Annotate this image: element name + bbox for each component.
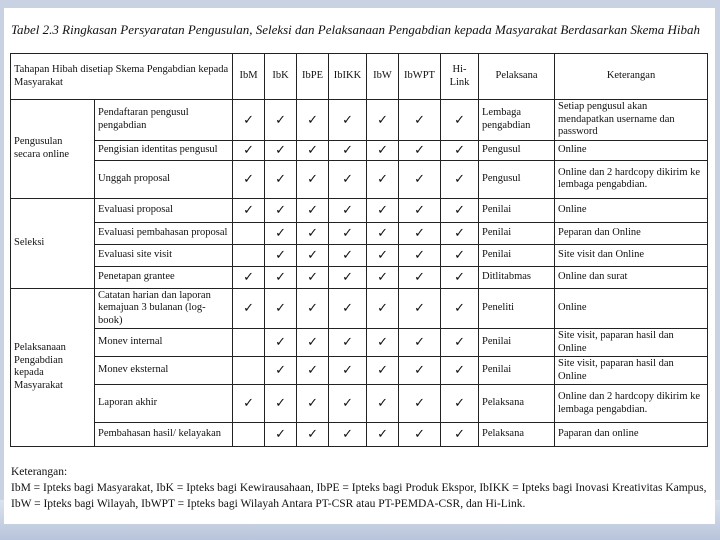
table-body [11,100,708,447]
legend-note [11,464,711,512]
check-mark: ✓ [441,222,479,244]
check-mark: ✓ [399,160,441,198]
table-title: Tabel 2.3 Ringkasan Persyaratan Pengusulan, Seleksi dan Pelaksanaan Pengabdian kepada Masyarakat Berdasarkan Skema Hibah [11,22,701,37]
table-row [11,244,708,266]
empty-cell [233,244,265,266]
check-mark: ✓ [297,423,329,447]
pelaksana-cell: Ditlitabmas [479,266,555,288]
header-scheme: IbPE [297,54,329,100]
empty-cell [233,329,265,357]
header-stage: Tahapan Hibah disetiap Skema Pengabdian kepada Masyarakat [11,54,233,100]
step-item: Evaluasi proposal [95,198,233,222]
check-mark: ✓ [367,385,399,423]
table-row [11,140,708,160]
table-row [11,100,708,141]
header-scheme: IbIKK [329,54,367,100]
check-mark: ✓ [399,100,441,141]
check-mark: ✓ [297,100,329,141]
check-mark: ✓ [233,266,265,288]
check-mark: ✓ [265,385,297,423]
check-mark: ✓ [367,244,399,266]
check-mark: ✓ [441,266,479,288]
check-mark: ✓ [297,244,329,266]
keterangan-cell: Paparan dan online [555,423,708,447]
check-mark: ✓ [441,357,479,385]
check-mark: ✓ [265,198,297,222]
table-row [11,385,708,423]
check-mark: ✓ [399,222,441,244]
check-mark: ✓ [399,244,441,266]
table-row [11,329,708,357]
keterangan-cell: Online [555,288,708,329]
check-mark: ✓ [233,385,265,423]
step-item: Pembahasan hasil/ kelayakan [95,423,233,447]
pelaksana-cell: Penilai [479,222,555,244]
step-item: Pengisian identitas pengusul [95,140,233,160]
check-mark: ✓ [367,222,399,244]
check-mark: ✓ [233,100,265,141]
check-mark: ✓ [329,266,367,288]
keterangan-cell: Setiap pengusul akan mendapatkan username dan password [555,100,708,141]
legend-heading: Keterangan: [11,466,68,478]
check-mark: ✓ [297,198,329,222]
pelaksana-cell: Peneliti [479,288,555,329]
table-row [11,222,708,244]
requirements-table [10,53,708,447]
check-mark: ✓ [297,160,329,198]
check-mark: ✓ [441,288,479,329]
keterangan-cell: Site visit, paparan hasil dan Online [555,329,708,357]
header-scheme: IbK [265,54,297,100]
check-mark: ✓ [329,222,367,244]
check-mark: ✓ [441,244,479,266]
check-mark: ✓ [233,198,265,222]
check-mark: ✓ [329,329,367,357]
check-mark: ✓ [399,385,441,423]
pelaksana-cell: Penilai [479,198,555,222]
check-mark: ✓ [265,329,297,357]
keterangan-cell: Online dan surat [555,266,708,288]
stage-group-label: Pengusulan secara online [11,100,95,199]
step-item: Monev eksternal [95,357,233,385]
check-mark: ✓ [367,288,399,329]
check-mark: ✓ [399,357,441,385]
check-mark: ✓ [367,266,399,288]
check-mark: ✓ [329,244,367,266]
table-row [11,423,708,447]
pelaksana-cell: Pelaksana [479,385,555,423]
check-mark: ✓ [367,100,399,141]
header-scheme: IbWPT [399,54,441,100]
step-item: Unggah proposal [95,160,233,198]
check-mark: ✓ [399,266,441,288]
keterangan-cell: Online dan 2 hardcopy dikirim ke lembaga pengabdian. [555,160,708,198]
step-item: Pendaftaran pengusul pengabdian [95,100,233,141]
header-row [11,54,708,100]
table-row [11,357,708,385]
check-mark: ✓ [441,198,479,222]
check-mark: ✓ [441,329,479,357]
check-mark: ✓ [367,140,399,160]
keterangan-cell: Site visit, paparan hasil dan Online [555,357,708,385]
pelaksana-cell: Pelaksana [479,423,555,447]
table-row [11,288,708,329]
check-mark: ✓ [329,357,367,385]
check-mark: ✓ [297,288,329,329]
check-mark: ✓ [441,385,479,423]
check-mark: ✓ [233,140,265,160]
empty-cell [233,357,265,385]
table-row [11,198,708,222]
pelaksana-cell: Penilai [479,329,555,357]
step-item: Laporan akhir [95,385,233,423]
check-mark: ✓ [441,423,479,447]
check-mark: ✓ [265,266,297,288]
stage-group-label: Pelaksanaan Pengabdian kepada Masyarakat [11,288,95,447]
keterangan-cell: Site visit dan Online [555,244,708,266]
check-mark: ✓ [297,266,329,288]
check-mark: ✓ [265,160,297,198]
check-mark: ✓ [367,198,399,222]
check-mark: ✓ [297,140,329,160]
check-mark: ✓ [399,288,441,329]
check-mark: ✓ [329,100,367,141]
header-scheme: Hi-Link [441,54,479,100]
legend-text: IbM = Ipteks bagi Masyarakat, IbK = Ipteks bagi Kewirausahaan, IbPE = Ipteks bagi Produk Ekspor, IbIKK = Ipteks bagi Inovasi Kreativitas Kampus, IbW = Ipteks bagi Wilayah, IbWPT = Ipteks bagi Wilayah Antara PT-CSR atau PT-PEMDA-CSR, dan Hi-Link. [11,482,707,510]
check-mark: ✓ [399,198,441,222]
pelaksana-cell: Pengusul [479,160,555,198]
check-mark: ✓ [441,100,479,141]
header-scheme: IbM [233,54,265,100]
step-item: Evaluasi site visit [95,244,233,266]
check-mark: ✓ [297,357,329,385]
check-mark: ✓ [441,140,479,160]
pelaksana-cell: Penilai [479,357,555,385]
step-item: Catatan harian dan laporan kemajuan 3 bulanan (log-book) [95,288,233,329]
table-row [11,266,708,288]
step-item: Monev internal [95,329,233,357]
check-mark: ✓ [265,357,297,385]
pelaksana-cell: Lembaga pengabdian [479,100,555,141]
check-mark: ✓ [367,357,399,385]
keterangan-cell: Online dan 2 hardcopy dikirim ke lembaga pengabdian. [555,385,708,423]
check-mark: ✓ [265,244,297,266]
pelaksana-cell: Pengusul [479,140,555,160]
header-pelaksana: Pelaksana [479,54,555,100]
check-mark: ✓ [265,288,297,329]
check-mark: ✓ [297,329,329,357]
check-mark: ✓ [265,140,297,160]
check-mark: ✓ [329,288,367,329]
check-mark: ✓ [399,140,441,160]
check-mark: ✓ [329,385,367,423]
step-item: Evaluasi pembahasan proposal [95,222,233,244]
check-mark: ✓ [367,329,399,357]
pelaksana-cell: Penilai [479,244,555,266]
check-mark: ✓ [265,423,297,447]
check-mark: ✓ [329,140,367,160]
check-mark: ✓ [399,423,441,447]
empty-cell [233,423,265,447]
header-keterangan: Keterangan [555,54,708,100]
check-mark: ✓ [265,100,297,141]
check-mark: ✓ [441,160,479,198]
check-mark: ✓ [329,423,367,447]
check-mark: ✓ [367,423,399,447]
check-mark: ✓ [297,385,329,423]
keterangan-cell: Peparan dan Online [555,222,708,244]
keterangan-cell: Online [555,198,708,222]
table-row [11,160,708,198]
check-mark: ✓ [329,160,367,198]
keterangan-cell: Online [555,140,708,160]
header-scheme: IbW [367,54,399,100]
empty-cell [233,222,265,244]
check-mark: ✓ [367,160,399,198]
check-mark: ✓ [297,222,329,244]
check-mark: ✓ [399,329,441,357]
stage-group-label: Seleksi [11,198,95,288]
check-mark: ✓ [265,222,297,244]
document-page [4,8,715,524]
check-mark: ✓ [233,160,265,198]
check-mark: ✓ [233,288,265,329]
check-mark: ✓ [329,198,367,222]
step-item: Penetapan grantee [95,266,233,288]
